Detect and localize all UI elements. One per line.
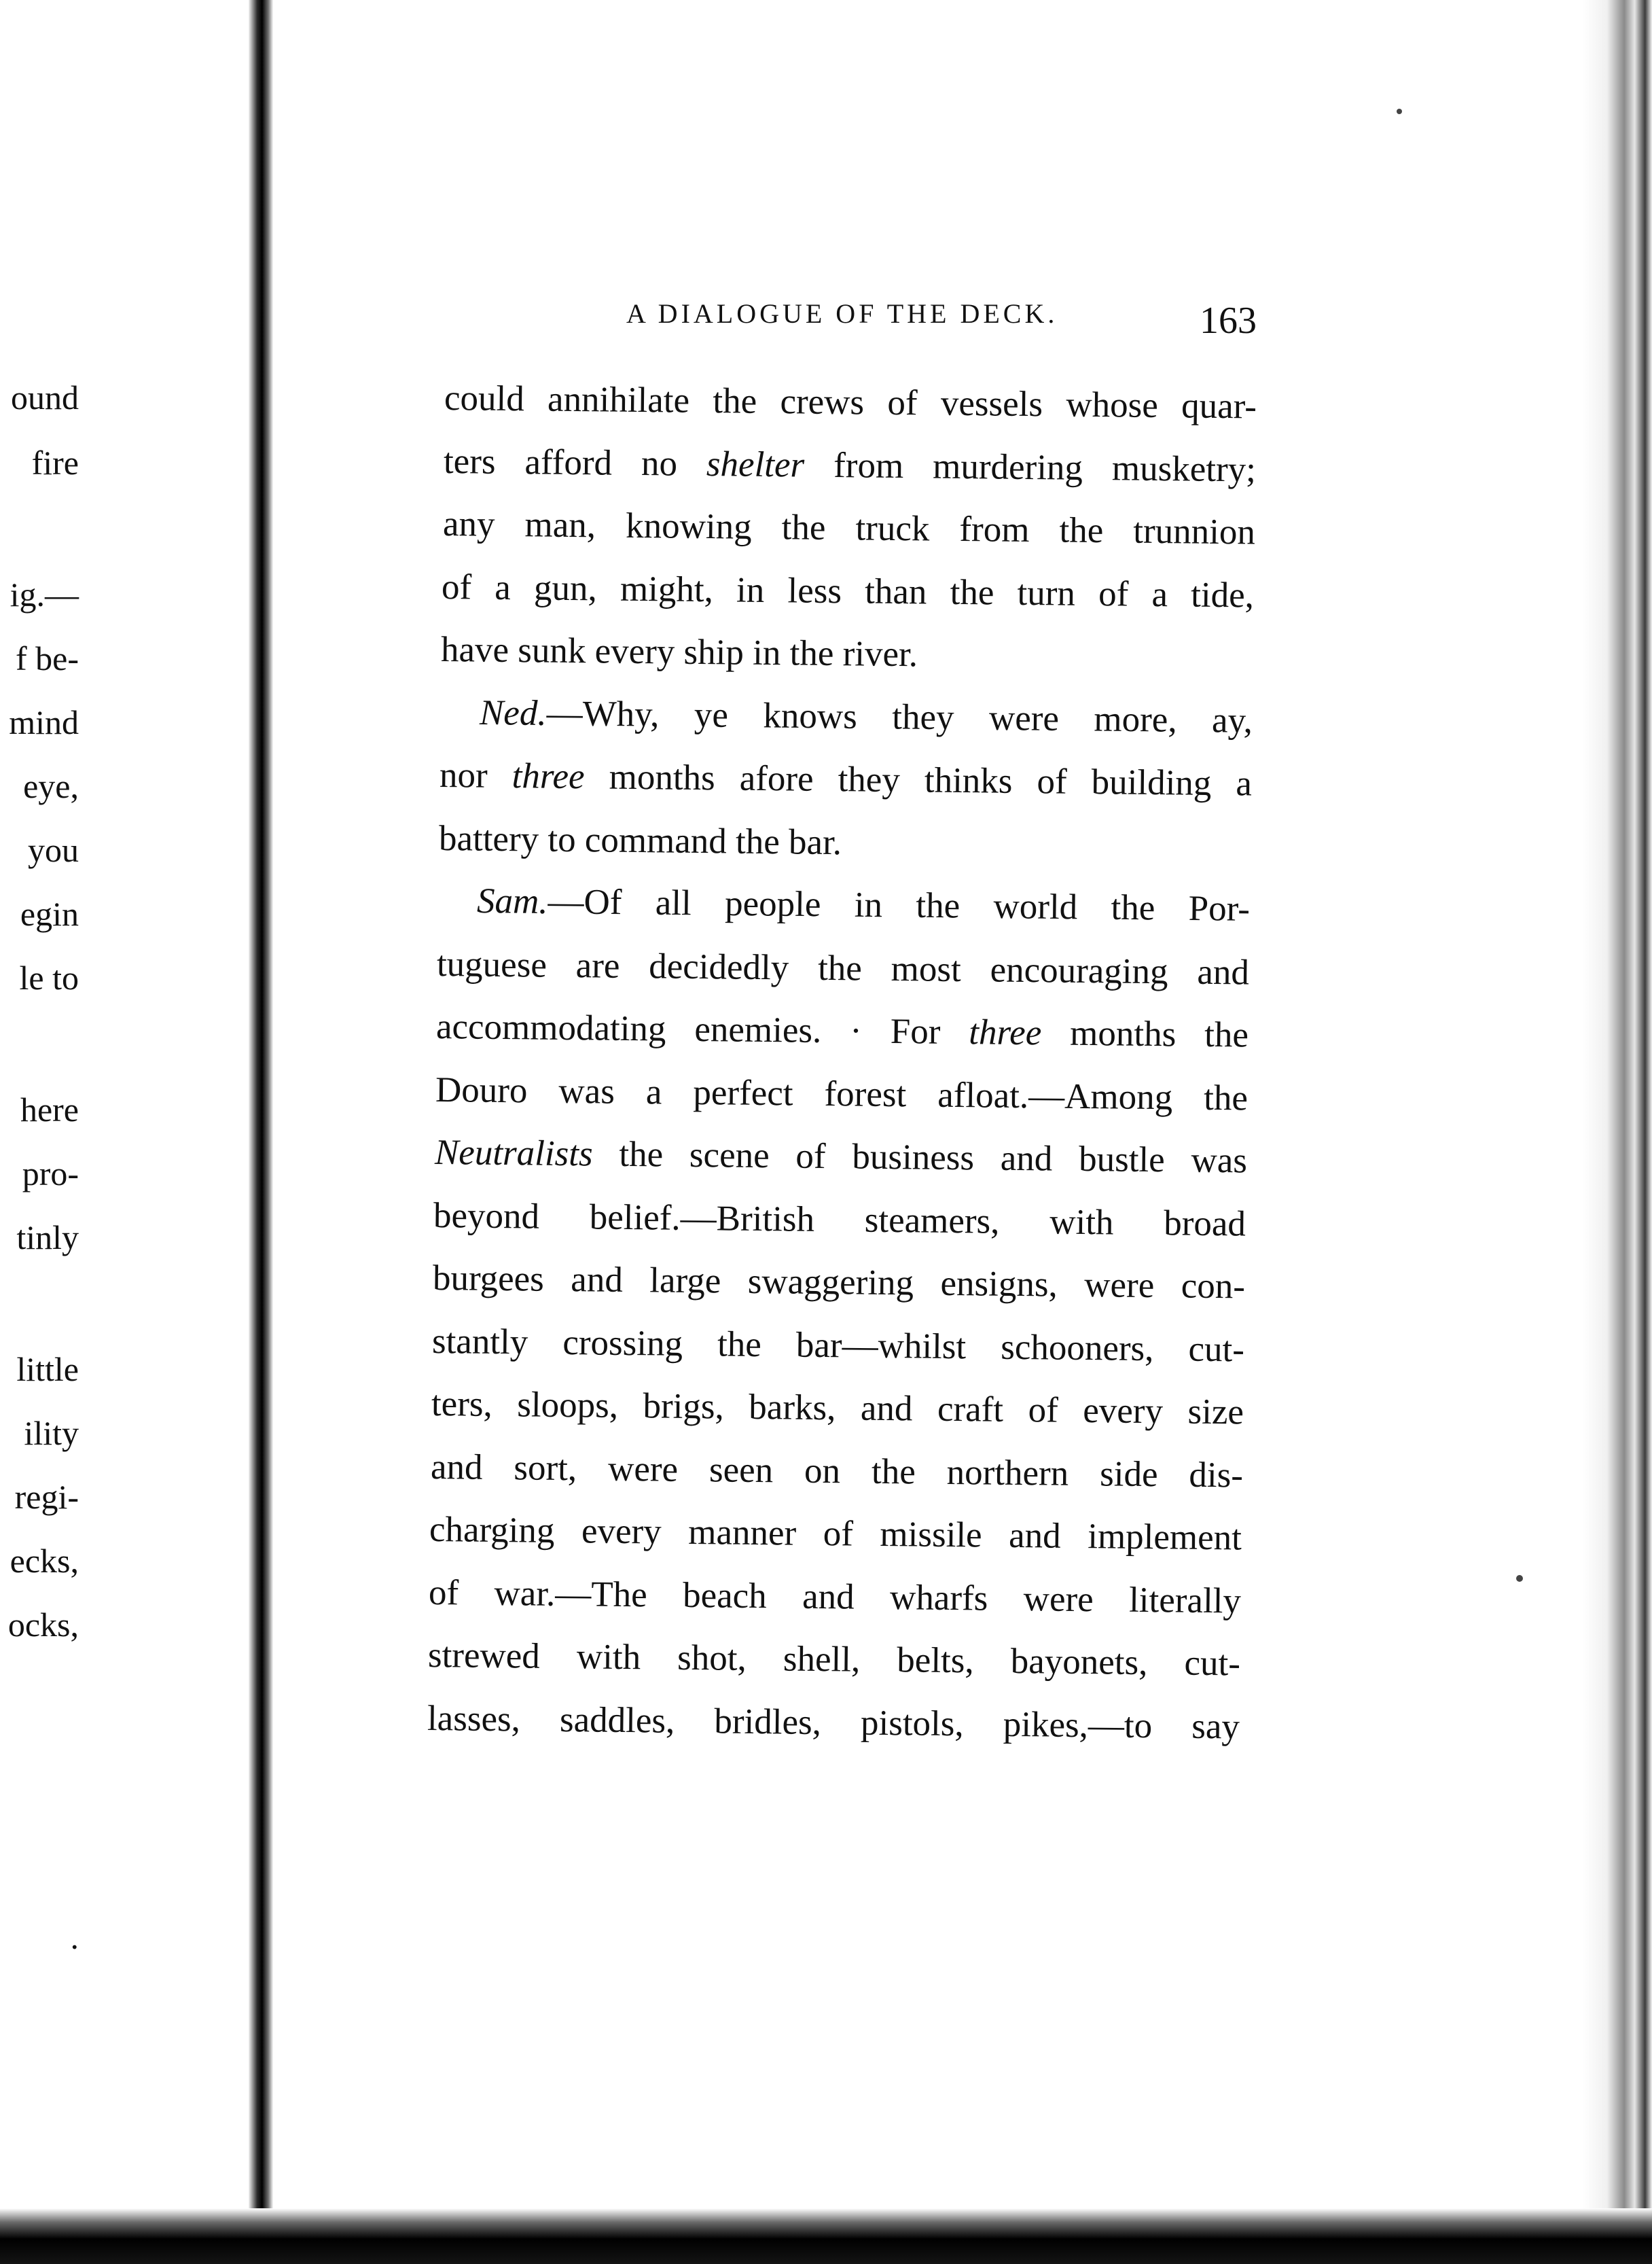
- text-span: tuguese are decidedly the most encouraging and: [436, 944, 1250, 993]
- text-line: [427, 1635, 1241, 1684]
- left-page-line: ig.—: [10, 576, 79, 614]
- text-line: [433, 1260, 1245, 1305]
- text-line: [439, 758, 1252, 802]
- text-line: [430, 1449, 1242, 1494]
- left-page-line: here: [20, 1091, 79, 1129]
- text-span: any man, knowing the truck from the trunnion: [442, 504, 1255, 552]
- left-page-line: ecks,: [10, 1542, 79, 1580]
- italic-word: Neutralists: [434, 1133, 593, 1174]
- text-line: [479, 692, 1253, 741]
- text-span: of war.—The beach and wharfs were literally: [428, 1572, 1242, 1621]
- text-span: accommodating enemies. · For: [435, 1007, 969, 1053]
- text-span: Douro was a perfect forest afloat.—Among the: [435, 1069, 1249, 1118]
- left-page-line: ility: [24, 1414, 79, 1452]
- text-line: [433, 1195, 1246, 1244]
- italic-word: three: [969, 1012, 1042, 1053]
- text-span: beyond belief.—British steamers, with broad: [433, 1195, 1246, 1244]
- italic-word: three: [511, 756, 585, 797]
- text-line: [441, 632, 1253, 677]
- running-head: A DIALOGUE OF THE DECK.: [626, 298, 1058, 329]
- text-line: [434, 1135, 1246, 1180]
- text-span: and sort, were seen on the northern side dis-: [430, 1447, 1243, 1496]
- text-span: nor: [439, 756, 512, 796]
- text-line: [428, 1572, 1242, 1621]
- text-span: ters, sloops, brigs, barks, and craft of every size: [431, 1384, 1244, 1432]
- left-page-fragment: [0, 0, 258, 2264]
- text-line: [436, 944, 1250, 993]
- text-span: from murdering musketry;: [804, 445, 1257, 490]
- italic-word: Ned.: [479, 692, 547, 733]
- text-span: could annihilate the crews of vessels whose quar-: [444, 378, 1257, 427]
- left-page-line: egin: [20, 895, 79, 933]
- ink-speck: [1397, 109, 1402, 114]
- text-line: [435, 1069, 1249, 1118]
- text-span: —Of all people in the world the Por-: [547, 882, 1251, 929]
- left-page-line: regi-: [14, 1478, 79, 1516]
- text-line: [427, 1698, 1240, 1747]
- text-span: charging every manner of missile and implement: [429, 1510, 1242, 1558]
- text-span: lasses, saddles, bridles, pistols, pikes,—to say: [427, 1698, 1240, 1747]
- text-span: ters afford no: [443, 441, 707, 484]
- text-line: [429, 1512, 1242, 1557]
- text-span: of a gun, might, in less than the turn of a tide,: [442, 567, 1255, 616]
- book-gutter: [249, 0, 273, 2208]
- text-line: [436, 1009, 1249, 1054]
- text-span: months afore they thinks of building a: [584, 757, 1253, 804]
- text-span: burgees and large swaggering ensigns, were con-: [432, 1258, 1246, 1307]
- left-page-line: mind: [9, 703, 79, 741]
- text-span: stantly crossing the bar—whilst schooners, cut-: [431, 1321, 1245, 1370]
- text-line: [431, 1386, 1244, 1431]
- text-span: months the: [1041, 1013, 1249, 1055]
- text-line: [442, 506, 1255, 551]
- text-span: —Why, ye knows they were more, ay,: [546, 693, 1253, 741]
- text-span: have sunk every ship in the river.: [440, 630, 918, 675]
- text-line: [444, 378, 1257, 427]
- page-number: 163: [1200, 300, 1257, 342]
- italic-word: shelter: [706, 444, 805, 485]
- text-line: [431, 1321, 1245, 1370]
- left-page-line: little: [16, 1350, 79, 1388]
- left-page-line: ocks,: [7, 1606, 79, 1644]
- text-line: [442, 569, 1254, 614]
- text-span: battery to command the bar.: [438, 818, 842, 862]
- page-edge-right: [1583, 0, 1652, 2264]
- left-page-line: ound: [11, 378, 79, 417]
- left-page-line: pro-: [22, 1154, 79, 1192]
- left-page-line: f be-: [16, 639, 79, 677]
- text-span: the scene of business and bustle was: [592, 1134, 1247, 1181]
- left-page-line: le to: [19, 959, 79, 997]
- italic-word: Sam.: [477, 881, 549, 922]
- text-line: [477, 883, 1250, 927]
- left-page-line: you: [28, 831, 79, 869]
- left-page-line: eye,: [23, 767, 79, 805]
- page-edge-bottom: [0, 2208, 1652, 2264]
- text-line: [443, 441, 1257, 490]
- left-page-line: tinly: [16, 1218, 79, 1256]
- left-page-line: fire: [31, 444, 79, 482]
- ink-speck: [1516, 1575, 1523, 1582]
- text-span: strewed with shot, shell, belts, bayonets, cut-: [427, 1635, 1241, 1684]
- left-page-line: .: [70, 1918, 79, 1956]
